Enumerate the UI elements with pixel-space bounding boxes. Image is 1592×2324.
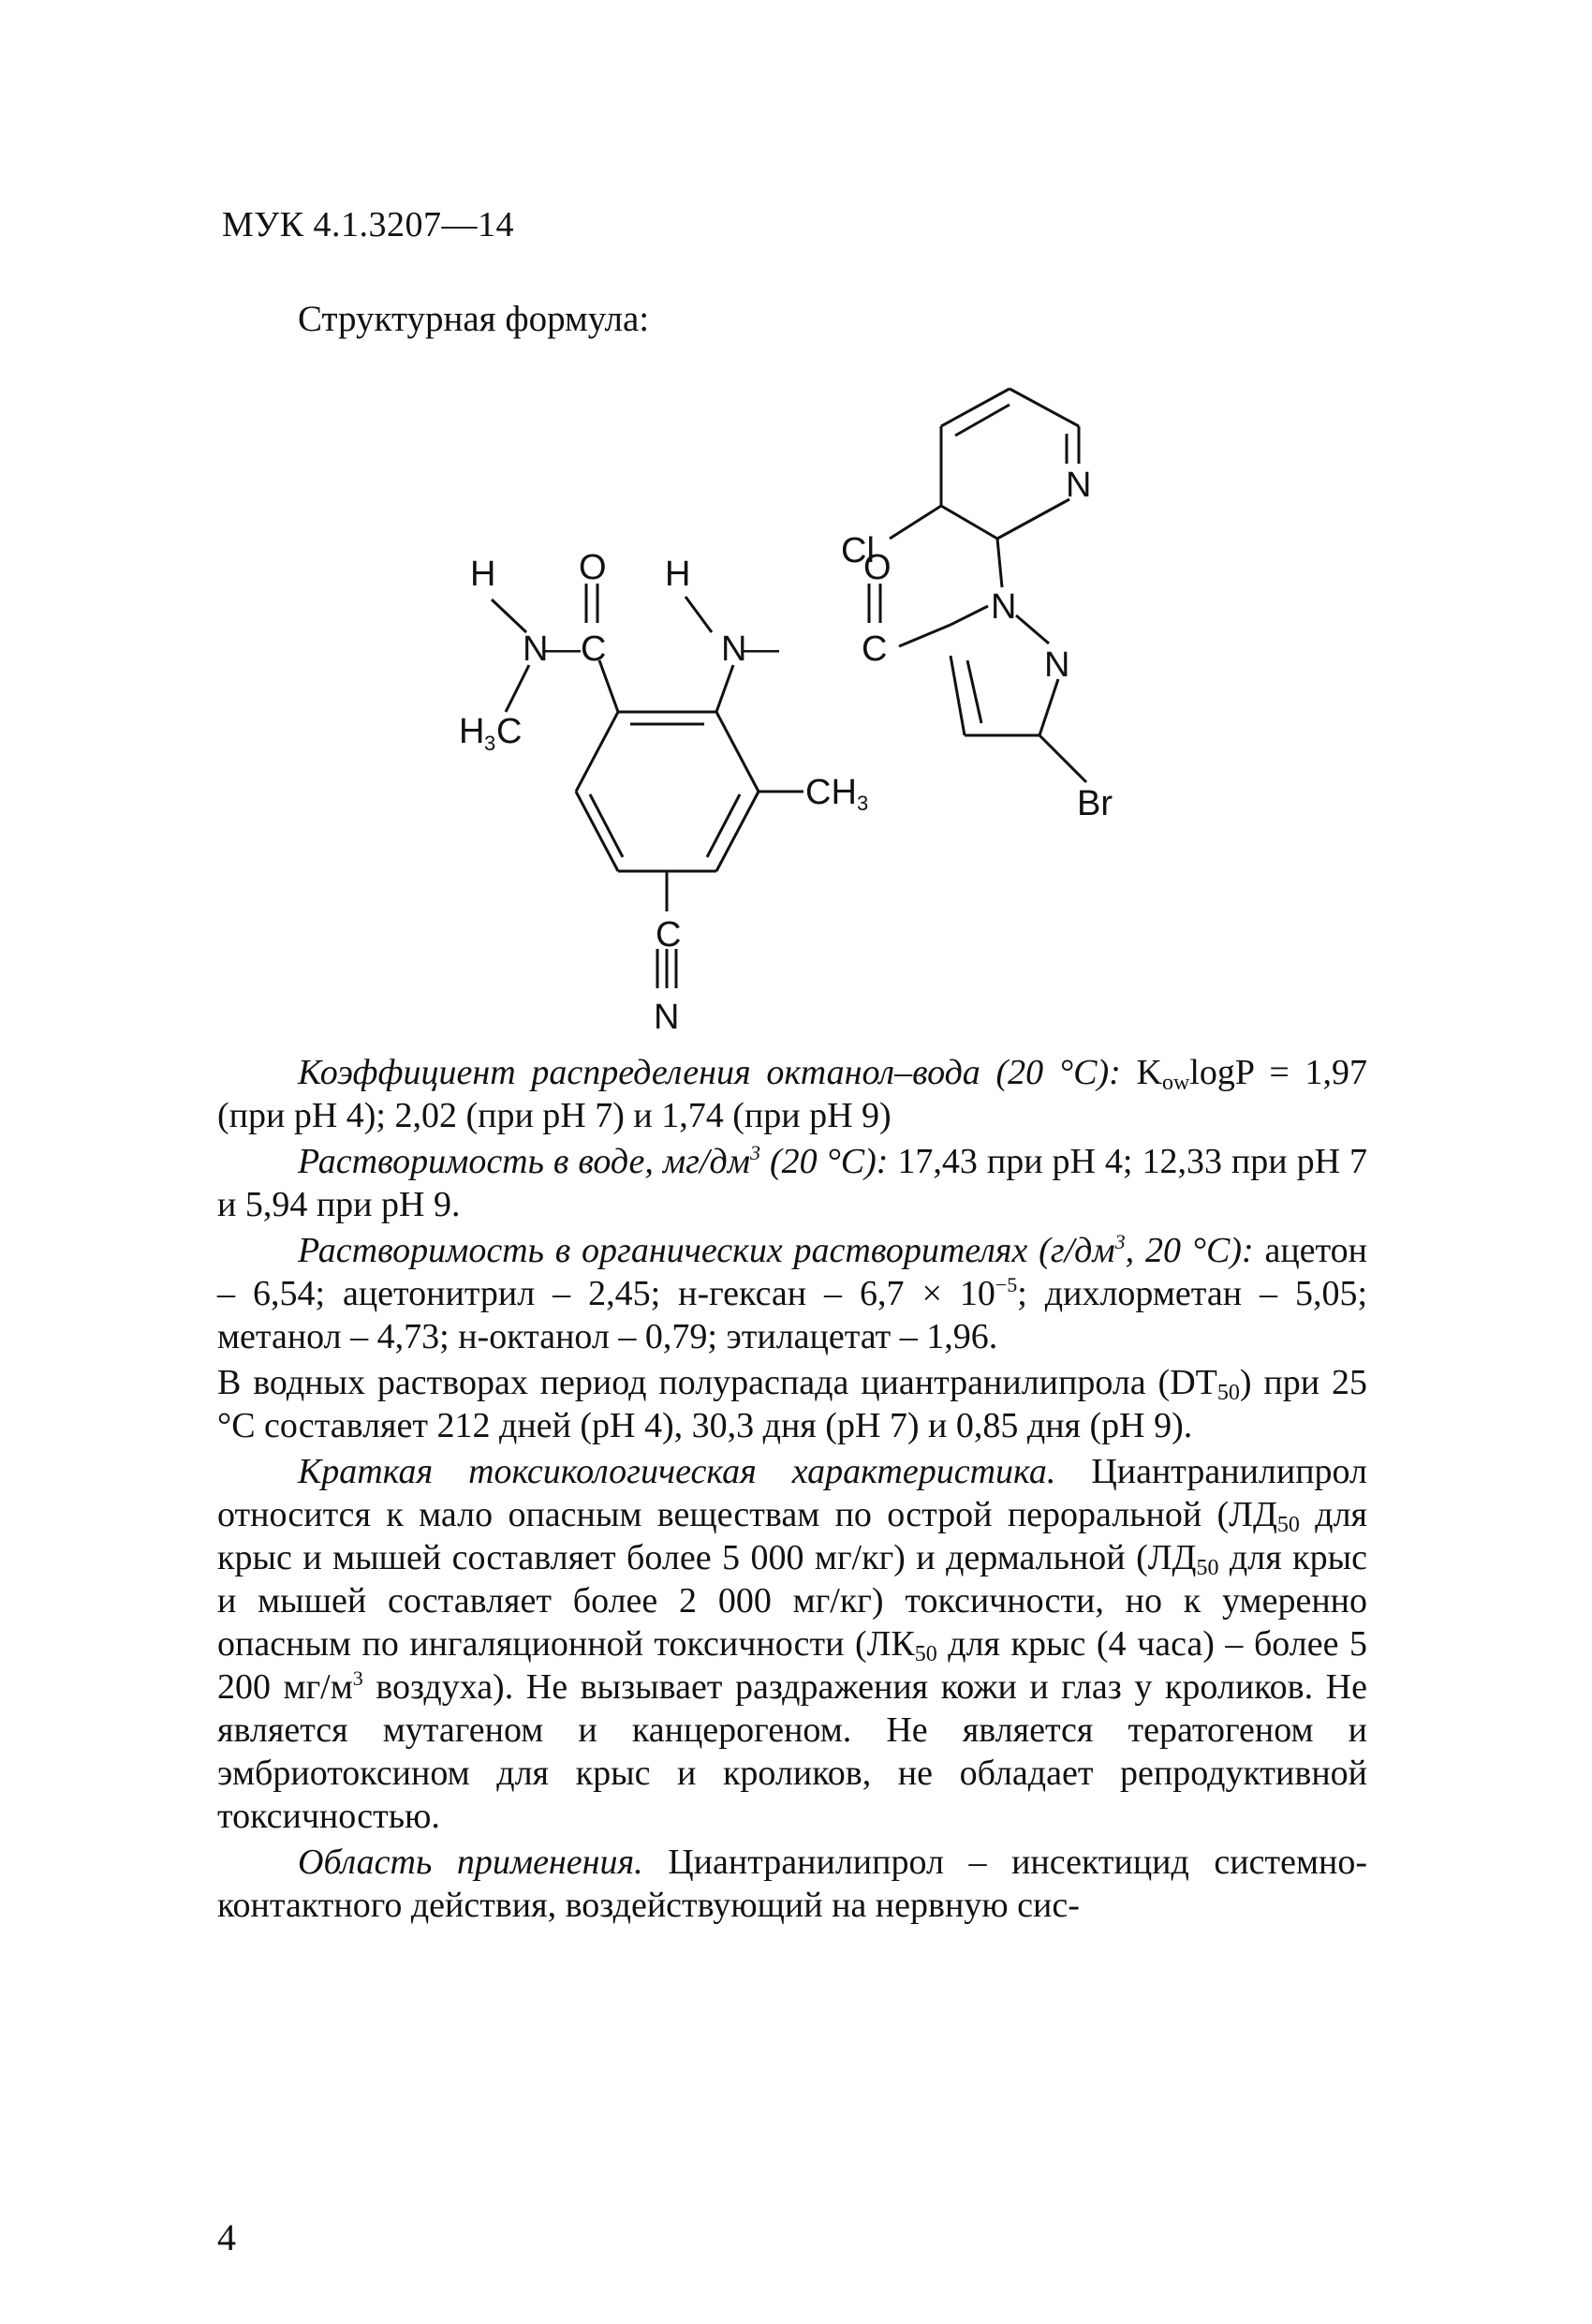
organic-solubility-label-b: , 20 °С): [1125, 1231, 1254, 1270]
atom-c-left: C [581, 629, 607, 669]
water-solubility-label-b: (20 °С): [759, 1142, 889, 1181]
organic-solubility-values-b: ; дихлорметан – 5,05; метанол – 4,73; н-октанол – 0,79; этилацетат – 1,96. [217, 1274, 1368, 1356]
atom-n2-pyrazole: N [1044, 645, 1070, 685]
toxicology-ld50-oral-subscript: 50 [1276, 1513, 1300, 1537]
atom-c-mid: C [862, 629, 888, 669]
document-body [217, 1051, 1367, 1927]
water-solubility-paragraph [217, 1140, 1367, 1226]
atom-n-pyridine: N [1066, 466, 1092, 505]
pyridine-ring [890, 389, 1079, 587]
toxicology-m3-superscript: 3 [352, 1666, 363, 1690]
atom-h-mid: H [665, 555, 691, 594]
organic-solubility-label-sup: 3 [1114, 1230, 1126, 1253]
document-code: МУК 4.1.3207—14 [222, 205, 515, 244]
toxicology-paragraph [217, 1450, 1367, 1838]
partition-coefficient-values: logP = 1,97 (при рН 4); 2,02 (при рН 7) и 1,74 (при рН 9) [217, 1053, 1368, 1135]
k-subscript: ow [1161, 1071, 1190, 1095]
half-life-subscript: 50 [1216, 1381, 1240, 1405]
application-label: Область применения. [298, 1843, 643, 1882]
pyrazole-ring [951, 606, 1086, 782]
water-solubility-label-sup: 3 [749, 1141, 760, 1164]
atom-ch3-subscript: 3 [857, 792, 869, 815]
water-solubility-label-a: Растворимость в воде, мг/дм [298, 1142, 750, 1181]
cyantraniliprole-structure-diagram [440, 342, 1152, 1040]
toxicology-label: Краткая токсикологическая характеристика. [298, 1452, 1056, 1491]
atom-cl: Cl [841, 531, 875, 570]
partition-coefficient-paragraph [217, 1051, 1367, 1137]
water-solubility-values: 17,43 при рН 4; 12,33 при рН 7 и 5,94 при рН 9. [217, 1142, 1367, 1224]
page-number: 4 [217, 2216, 236, 2258]
organic-solubility-values-a: ацетон – 6,54; ацетонитрил – 2,45; н-гексан – 6,7 × 10 [217, 1231, 1367, 1313]
application-paragraph [217, 1841, 1367, 1927]
atom-h-left: H [470, 555, 496, 594]
atom-h3-c: C [496, 712, 523, 751]
bond-dash-left: — [545, 629, 581, 669]
partition-coefficient-label: Коэффициент распределения октанол–вода (20 °С): [298, 1053, 1121, 1092]
atom-c-nitrile: C [656, 915, 682, 955]
structural-formula [440, 342, 1152, 1040]
atom-n1-pyrazole: N [991, 587, 1017, 627]
toxicology-text-a: Циантранилипрол относится к мало опасным веществам по острой пероральной (ЛД [217, 1452, 1367, 1534]
toxicology-ld50-dermal-subscript: 50 [1196, 1556, 1219, 1580]
k-symbol: K [1136, 1053, 1162, 1092]
toxicology-text-e: воздуха). Не вызывает раздражения кожи и глаз у кроликов. Не является мутагеном и канцерогеном. Не является тератогеном и эмбриотоксином для крыс и кроликов, не обладает репродуктивной токсичностью. [217, 1667, 1367, 1836]
atom-n-nitrile: N [654, 998, 680, 1037]
structural-formula-label: Структурная формула: [298, 299, 650, 339]
atom-n-mid: N [721, 629, 747, 669]
application-text: Циантранилипрол – инсектицид системно-контактного действия, воздействующий на нервную сис- [217, 1843, 1368, 1925]
toxicology-text-d: для крыс (4 часа) – более 5 200 мг/м [217, 1624, 1367, 1707]
half-life-text-b: ) при 25 °С составляет 212 дней (рН 4), 30,3 дня (рН 7) и 0,85 дня (рН 9). [217, 1363, 1367, 1445]
atom-br: Br [1077, 784, 1113, 823]
organic-solubility-exponent: −5 [995, 1273, 1018, 1296]
organic-solubility-paragraph [217, 1229, 1367, 1358]
atom-ch3-ch: CH [805, 773, 857, 812]
atom-h3-h: H [459, 712, 485, 751]
half-life-paragraph [217, 1361, 1367, 1447]
half-life-text-a: В водных растворах период полураспада циантранилипрола (DT [217, 1363, 1217, 1402]
toxicology-lk50-subscript: 50 [914, 1642, 937, 1666]
benzene-ring [576, 712, 759, 871]
atom-n-left: N [523, 629, 549, 669]
atom-o-left: O [579, 548, 607, 587]
toxicology-text-c: для крыс и мышей составляет более 2 000 мг/кг) токсичности, но к умеренно опасным по ингаляционной токсичности (ЛК [217, 1538, 1367, 1664]
bond-dash-mid: — [744, 629, 779, 669]
organic-solubility-label-a: Растворимость в органических растворителях (г/дм [298, 1231, 1115, 1270]
atom-o-mid: O [863, 548, 892, 587]
toxicology-text-b: для крыс и мышей составляет более 5 000 мг/кг) и дермальной (ЛД [217, 1495, 1368, 1577]
atom-h3-subscript: 3 [484, 732, 496, 755]
